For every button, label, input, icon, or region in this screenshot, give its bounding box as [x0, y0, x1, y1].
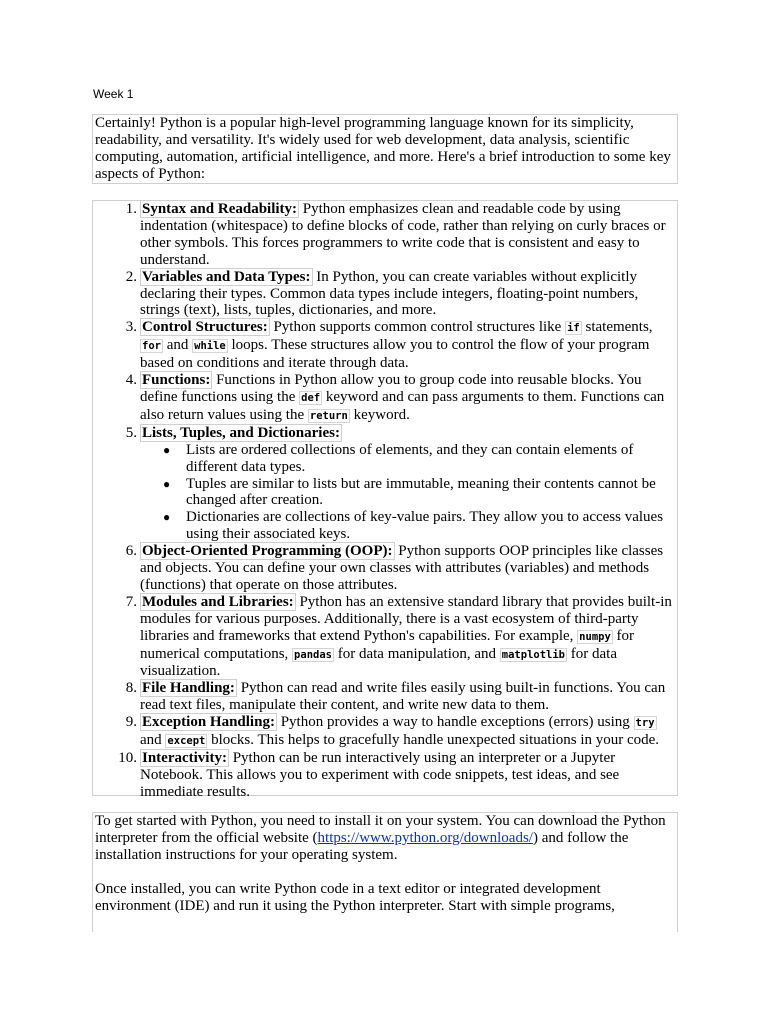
list-item-5: 5. Lists, Tuples, and Dictionaries: — [125, 424, 340, 441]
list-item-3: 3. Control Structures: Python supports common control structures like if statements, for and while loops. These structures allow you to control the flow of your program based on conditions and iterate through data. — [125, 319, 653, 372]
code-keyword: while — [194, 340, 226, 353]
week-heading: Week 1 — [93, 87, 134, 101]
ide-paragraph: Once installed, you can write Python code in a text editor or integrated development environment (IDE) and run it using the Python interpreter. Start with simple programs, — [95, 880, 615, 914]
code-keyword: if — [567, 322, 580, 335]
item-title: Lists, Tuples, and Dictionaries: — [142, 424, 340, 441]
bullet-item: ● Lists are ordered collections of elements, and they can contain elements of different data types. — [163, 441, 634, 475]
code-keyword: except — [167, 735, 206, 748]
install-paragraph: To get started with Python, you need to install it on your system. You can download the Python interpreter from the official website (https://www.python.org/downloads/) and follow the installation instructions for your operating system. — [95, 813, 666, 863]
item-title: Syntax and Readability: — [142, 201, 298, 217]
item-title: Object-Oriented Programming (OOP): — [142, 543, 393, 560]
bullet-icon: ● — [163, 510, 171, 525]
item-title: Functions: — [142, 372, 211, 389]
code-keyword: numpy — [579, 630, 611, 643]
intro-paragraph: Certainly! Python is a popular high-level programming language known for its simplicity, readability, and versatility. It's widely used for web development, data analysis, scientific computing, automation, artificial intelligence, and more. Here's a brief introduction to some key aspects of Python: — [92, 114, 678, 184]
item-title: Exception Handling: — [142, 714, 275, 731]
item-title: Control Structures: — [142, 319, 268, 336]
bullet-item: ● Tuples are similar to lists but are immutable, meaning their contents cannot be changed after creation. — [163, 475, 656, 509]
getting-started-section — [92, 812, 678, 932]
code-keyword: pandas — [294, 648, 332, 661]
python-downloads-link[interactable]: https://www.python.org/downloads/ — [317, 829, 533, 846]
bullet-item: ● Dictionaries are collections of key-value pairs. They allow you to access values using their associated keys. — [163, 509, 664, 543]
list-item-6: 6. Object-Oriented Programming (OOP): Python supports OOP principles like classes and objects. You can define your own classes with attributes (variables) and methods (functions) that operate on those attributes. — [125, 543, 664, 593]
key-aspects-list — [92, 200, 678, 800]
item-title: File Handling: — [142, 680, 235, 697]
list-item-10: 10. Interactivity: Python can be run interactively using an interpreter or a Jupyter Notebook. This allows you to experiment with code snippets, test ideas, and see immediate results. — [118, 750, 620, 800]
item-title: Variables and Data Types: — [142, 268, 311, 285]
code-keyword: return — [309, 409, 348, 422]
list-item-8: 8. File Handling: Python can read and write files easily using built-in functions. You can read text files, manipulate their content, and write new data to them. — [125, 680, 666, 714]
bullet-icon: ● — [163, 476, 171, 491]
list-item-1: 1. Syntax and Readability: Python emphasizes clean and readable code by using indentation (whitespace) to define blocks of code, rather than relying on curly braces or other symbols. This forces programmers to write code that is consistent and easy to understand. — [125, 201, 666, 268]
item-title: Interactivity: — [142, 750, 227, 766]
code-keyword: try — [635, 717, 655, 730]
code-keyword: def — [301, 391, 321, 404]
bullet-icon: ● — [163, 442, 171, 457]
code-keyword: matplotlib — [501, 648, 565, 661]
item-title: Modules and Libraries: — [142, 593, 294, 610]
code-keyword: for — [142, 340, 161, 353]
list-item-4: 4. Functions: Functions in Python allow you to group code into reusable blocks. You define functions using the def keyword and can pass arguments to them. Functions can also return values using the return keyword. — [125, 372, 665, 423]
list-item-9: 9. Exception Handling: Python provides a way to handle exceptions (errors) using try and except blocks. This helps to gracefully handle unexpected situations in your code. — [125, 714, 660, 749]
list-item-2: 2. Variables and Data Types: In Python, you can create variables without explicitly declaring their types. Common data types include integers, floating-point numbers, strings (text), lists, tuples, dictionaries, and more. — [125, 268, 639, 319]
list-item-7: 7. Modules and Libraries: Python has an extensive standard library that provides built-in modules for various purposes. Additionally, there is a vast ecosystem of third-party libraries and frameworks that extend Python's capabilities. For example, numpy for numerical computations, pandas for data manipulation, and matplotlib for data visualization. — [125, 593, 672, 680]
